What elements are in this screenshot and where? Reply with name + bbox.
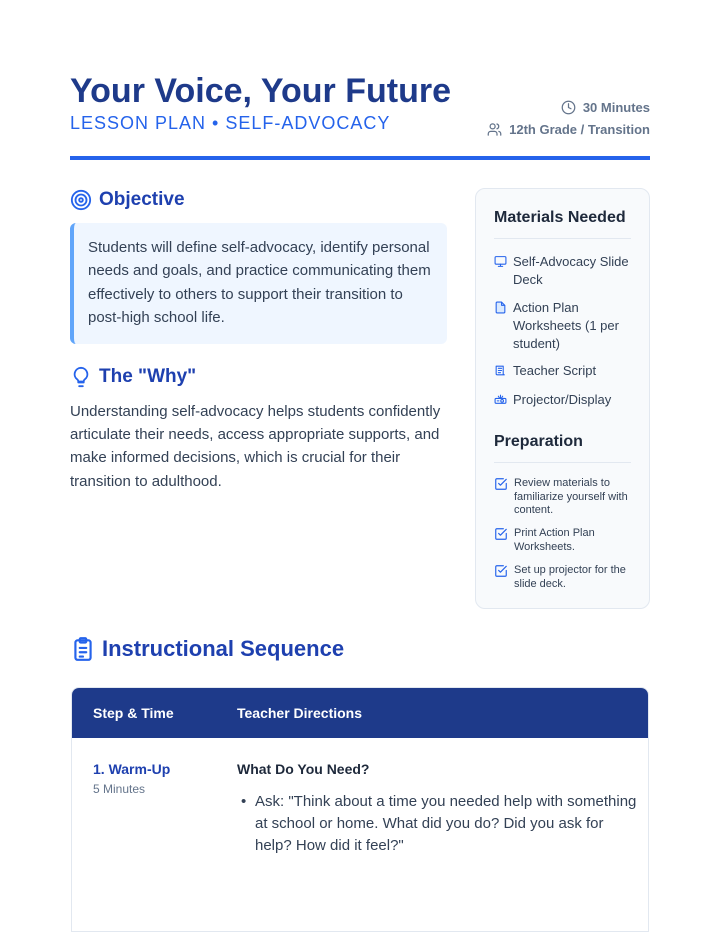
preparation-label: Set up projector for the slide deck.	[514, 564, 626, 590]
why-heading-label: The "Why"	[99, 366, 197, 387]
lesson-meta	[487, 96, 650, 140]
direction-bullet: • Ask: "Think about a time you needed help with something at school or home. What did you do? Did you ask for help? How did it feel?"	[237, 791, 637, 857]
preparation-label: Review materials to familiarize yourself with content.	[514, 477, 628, 516]
preparation-heading: Preparation	[494, 433, 583, 450]
preparation-item	[494, 477, 629, 518]
column-header-step: Step & Time	[93, 705, 174, 721]
step-title: 1. Warm-Up	[93, 761, 171, 777]
monitor-icon	[494, 255, 507, 268]
sequence-table	[71, 687, 649, 932]
projector-icon	[494, 393, 507, 406]
lightbulb-icon	[70, 366, 92, 388]
why-text: Understanding self-advocacy helps students confidently articulate their needs, access appropriate supports, and make informed decisions, which is crucial for their transition to adulthood.	[70, 403, 441, 490]
header-divider	[70, 156, 650, 160]
materials-divider	[494, 238, 631, 239]
duration-text: 30 Minutes	[582, 99, 650, 115]
direction-title: What Do You Need?	[237, 761, 370, 777]
audience-text: 12th Grade / Transition	[509, 121, 650, 137]
checkbox-icon	[494, 527, 508, 541]
clipboard-icon	[70, 636, 96, 662]
step-time: 5 Minutes	[93, 782, 146, 796]
page-title: Your Voice, Your Future	[70, 72, 451, 110]
material-label: Projector/Display	[513, 392, 612, 407]
material-label: Teacher Script	[513, 363, 597, 378]
column-header-directions: Teacher Directions	[237, 705, 363, 721]
duration-row	[487, 96, 650, 118]
preparation-item	[494, 527, 629, 554]
sequence-heading-label: Instructional Sequence	[102, 636, 345, 661]
objective-heading	[70, 189, 185, 211]
target-icon	[70, 189, 92, 211]
lesson-plan-page	[70, 0, 650, 932]
header	[70, 70, 650, 160]
sequence-heading	[70, 636, 344, 662]
why-heading	[70, 366, 196, 388]
direction-list	[237, 791, 637, 857]
preparation-item	[494, 564, 629, 591]
checkbox-icon	[494, 564, 508, 578]
table-header	[72, 688, 649, 738]
material-item	[494, 299, 634, 353]
file-icon	[494, 301, 507, 314]
material-item	[494, 362, 634, 380]
material-item	[494, 391, 634, 409]
audience-row	[487, 118, 650, 140]
preparation-label: Print Action Plan Worksheets.	[514, 527, 595, 553]
script-icon	[494, 364, 507, 377]
clock-icon	[561, 100, 576, 115]
users-icon	[487, 122, 502, 137]
checkbox-icon	[494, 477, 508, 491]
preparation-divider	[494, 462, 631, 463]
material-label: Action Plan Worksheets (1 per student)	[513, 300, 619, 351]
objective-text: Students will define self-advocacy, identify personal needs and goals, and practice communicating them effectively to others to support their transition to post-high school life.	[70, 223, 447, 344]
objective-heading-label: Objective	[99, 189, 185, 210]
material-label: Self-Advocacy Slide Deck	[513, 254, 629, 287]
page-subtitle: LESSON PLAN • SELF-ADVOCACY	[70, 113, 391, 133]
material-item	[494, 253, 634, 289]
materials-heading: Materials Needed	[494, 209, 626, 226]
materials-panel	[475, 188, 650, 609]
